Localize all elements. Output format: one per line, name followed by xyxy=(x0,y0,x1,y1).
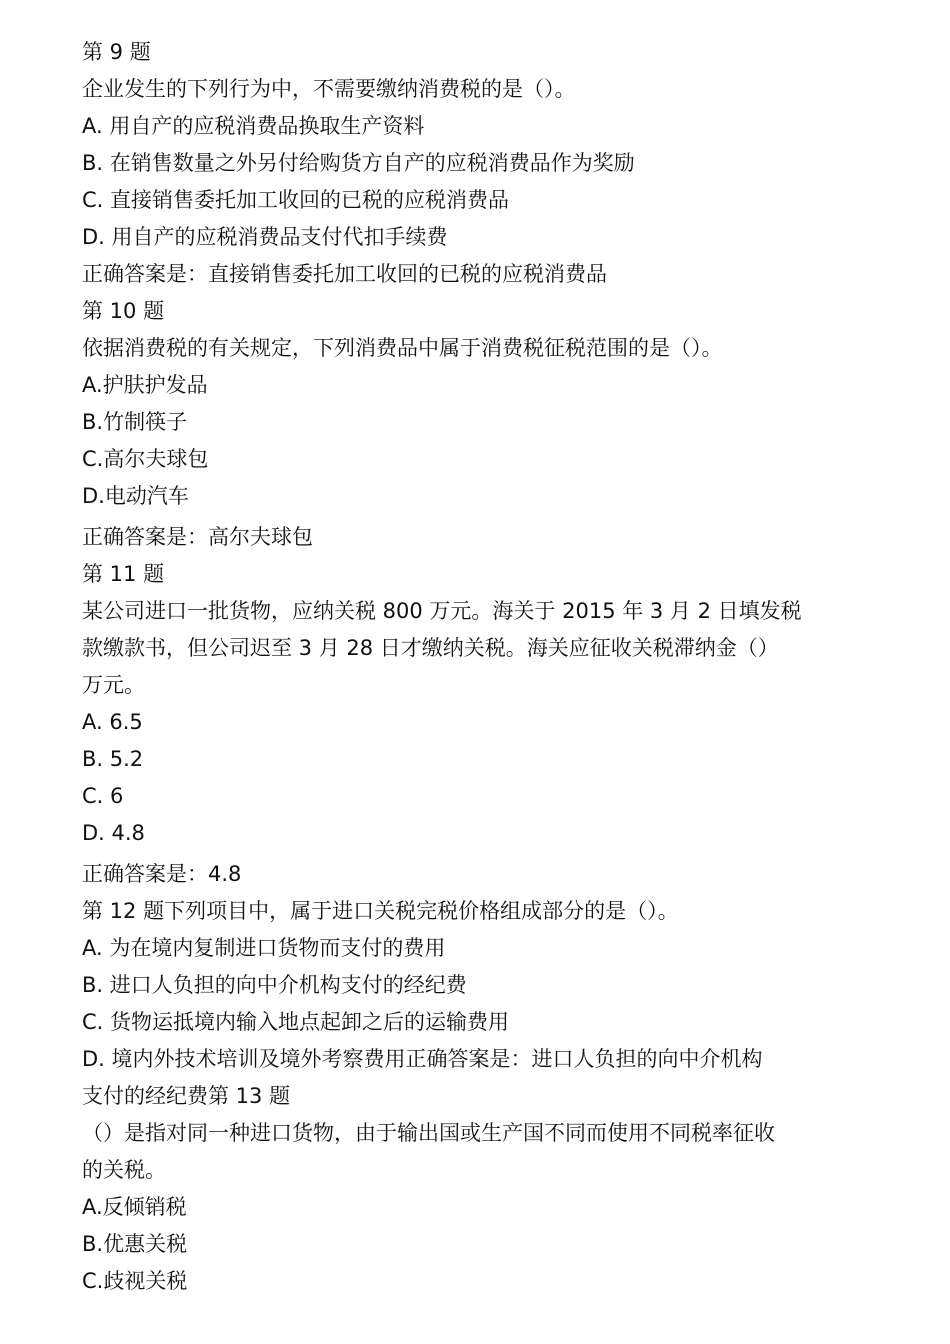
question-12-heading-stem: 第 12 题下列项目中，属于进口关税完税价格组成部分的是（）。 xyxy=(82,899,679,923)
question-11-stem-line-2: 款缴款书，但公司迟至 3 月 28 日才缴纳关税。海关应征收关税滞纳金（） xyxy=(82,636,779,660)
question-10-stem: 依据消费税的有关规定，下列消费品中属于消费税征税范围的是（）。 xyxy=(82,336,723,360)
question-9-stem: 企业发生的下列行为中，不需要缴纳消费税的是（）。 xyxy=(82,77,576,101)
question-13-stem-line-2: 的关税。 xyxy=(82,1158,166,1182)
question-11-option-b: B. 5.2 xyxy=(82,747,144,771)
question-11-option-c: C. 6 xyxy=(82,784,124,808)
question-10-option-a: A.护肤护发品 xyxy=(82,373,208,397)
question-12-option-d-answer: D. 境内外技术培训及境外考察费用正确答案是：进口人负担的向中介机构 xyxy=(82,1047,763,1071)
question-12-option-a: A. 为在境内复制进口货物而支付的费用 xyxy=(82,936,446,960)
question-13-option-c: C.歧视关税 xyxy=(82,1269,188,1293)
question-13-option-b: B.优惠关税 xyxy=(82,1232,188,1256)
question-9-option-a: A. 用自产的应税消费品换取生产资料 xyxy=(82,114,425,138)
document-page xyxy=(82,34,882,1300)
question-9-answer: 正确答案是：直接销售委托加工收回的已税的应税消费品 xyxy=(82,262,607,286)
question-11-option-a: A. 6.5 xyxy=(82,710,143,734)
question-10-option-b: B.竹制筷子 xyxy=(82,410,188,434)
question-11-answer: 正确答案是：4.8 xyxy=(82,862,242,886)
question-11-heading: 第 11 题 xyxy=(82,562,165,586)
question-11-option-d: D. 4.8 xyxy=(82,821,145,845)
question-12-option-c: C. 货物运抵境内输入地点起卸之后的运输费用 xyxy=(82,1010,510,1034)
question-10-option-d: D.电动汽车 xyxy=(82,484,189,508)
question-10-answer: 正确答案是：高尔夫球包 xyxy=(82,525,313,549)
question-13-stem-line-1: （）是指对同一种进口货物，由于输出国或生产国不同而使用不同税率征收 xyxy=(82,1121,775,1145)
question-12-option-b: B. 进口人负担的向中介机构支付的经纪费 xyxy=(82,973,467,997)
question-12-answer-cont: 支付的经纪费第 13 题 xyxy=(82,1084,291,1108)
question-11-stem-line-3: 万元。 xyxy=(82,673,145,697)
question-10-option-c: C.高尔夫球包 xyxy=(82,447,209,471)
question-9-option-c: C. 直接销售委托加工收回的已税的应税消费品 xyxy=(82,188,510,212)
question-13-option-a: A.反倾销税 xyxy=(82,1195,187,1219)
question-11-stem-line-1: 某公司进口一批货物，应纳关税 800 万元。海关于 2015 年 3 月 2 日填发税 xyxy=(82,599,802,623)
question-9-option-d: D. 用自产的应税消费品支付代扣手续费 xyxy=(82,225,448,249)
question-10-heading: 第 10 题 xyxy=(82,299,165,323)
question-9-heading: 第 9 题 xyxy=(82,40,151,64)
question-9-option-b: B. 在销售数量之外另付给购货方自产的应税消费品作为奖励 xyxy=(82,151,635,175)
